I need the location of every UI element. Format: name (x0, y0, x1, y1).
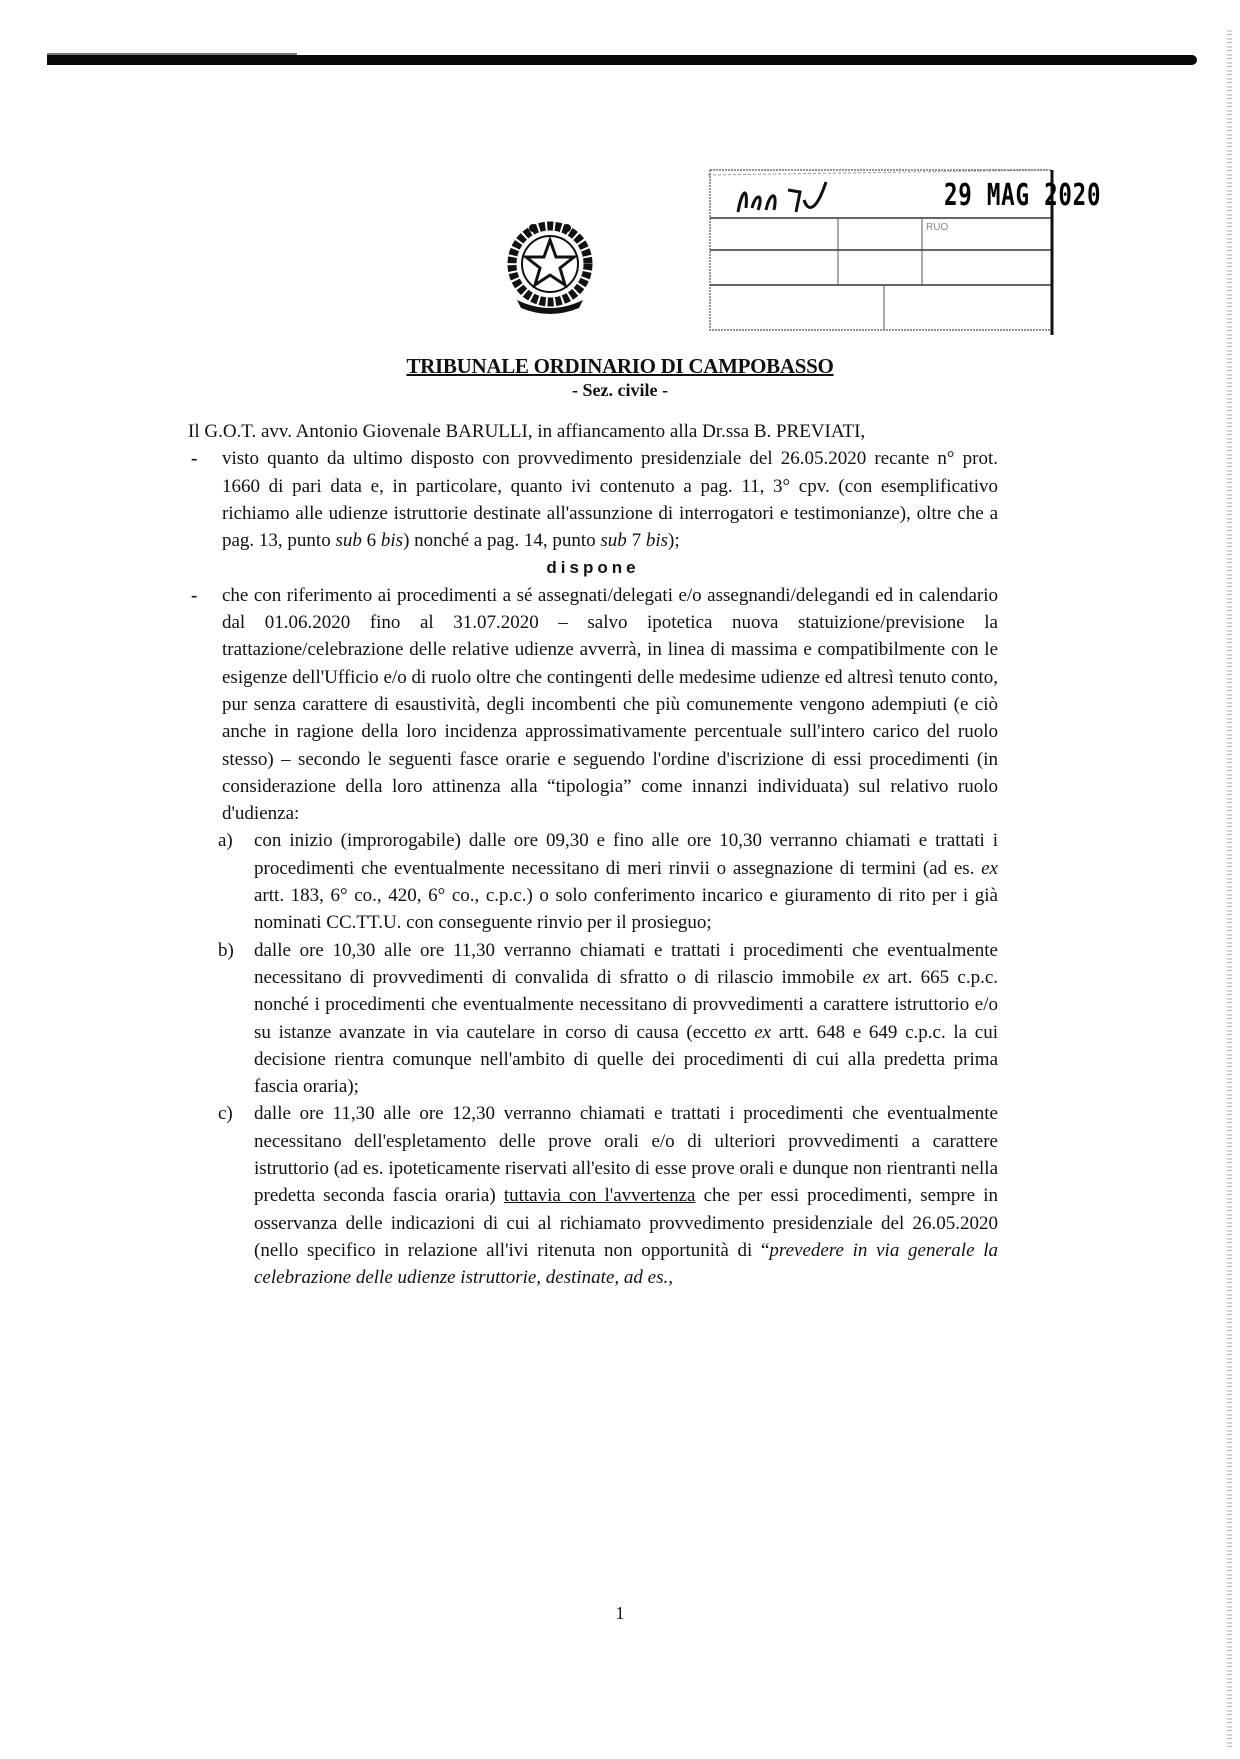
italic-bis: bis (645, 530, 668, 552)
main-bullet-text: che con riferimento ai procedimenti a sé assegnati/delegati e/o assegnandi/delegandi ed in calendario dal 01.06.2020 fino al 31.07.2020 – salvo ipotetica nuova statuizione/previsione la trattazione/celebrazione delle relative udienze avverrà, in linea di massima e compatibilmente con le esigenze dell'Ufficio e/o di ruolo oltre che contingenti delle medesime udienze ed altresì tenuto conto, pur senza carattere di esaustività, degli incombenti che più comunemente vengono adempiuti (e ciò anche in ragione della loro incidenza approssimativamente percentuale sull'intero carico del ruolo stesso) – secondo le seguenti fasce orarie e seguendo l'ordine d'iscrizione di essi procedimenti (in considerazione della loro attinenza alla “tipologia” come innanzi individuata) sul relativo ruolo d'udienza: (222, 584, 998, 825)
document-body (188, 418, 998, 1292)
premise-bullet (188, 445, 998, 554)
intro-paragraph: Il G.O.T. avv. Antonio Giovenale BARULLI, in affiancamento alla Dr.ssa B. PREVIATI, (188, 421, 866, 442)
item-text: artt. 183, 6° co., 420, 6° co., c.p.c.) o solo conferimento incarico e giuramento di rito per i già nominati CC.TT.U. con conseguente rinvio per il prosieguo; (254, 885, 998, 934)
main-bullet (188, 582, 998, 828)
item-label: a) (218, 830, 233, 852)
item-text: art. 665 c.p.c. nonché i procedimenti che eventualmente necessitano di provvedimenti a carattere istruttorio e/o su istanze avanzate in via cautelare in corso di causa (eccetto (254, 966, 998, 1043)
item-text: con inizio (improrogabile) dalle ore 09,30 e fino alle ore 10,30 verranno chiamati e trattati i procedimenti che eventualmente necessitano di meri rinvii o assegnazione di termini (ad es. (254, 830, 998, 879)
italic-ex: ex (862, 966, 880, 988)
item-text: dalle ore 10,30 alle ore 11,30 verranno chiamati e trattati i procedimenti che eventualmente necessitano di provvedimenti di convalida di sfratto o di rilascio immobile (254, 939, 998, 988)
stamp-field-ruo: RUO (926, 222, 949, 233)
underlined-text: tuttavia con l'avvertenza (503, 1185, 696, 1207)
dispone-heading: dispone (546, 558, 640, 578)
bullet-mark: - (191, 448, 198, 470)
italic-ex: ex (754, 1021, 772, 1043)
italic-sub: sub (600, 530, 627, 552)
list-item-c (188, 1100, 998, 1291)
premise-text: visto quanto da ultimo disposto con provvedimento presidenziale del 26.05.2020 recante n° prot. 1660 di pari data e, in particolare, quanto ivi contenuto a pag. 11, 3° cpv. (con esemplificativo richiamo alle udienze istruttorie destinate all'assunzione di interrogatori e testimonianze), oltre che a pag. 13, punto (222, 448, 998, 552)
list-item-b (188, 937, 998, 1101)
republic-emblem-icon (495, 212, 605, 322)
premise-text: ) nonché a pag. 14, punto (403, 530, 601, 552)
protocol-stamp (708, 120, 1058, 335)
item-text: che per essi procedimenti, sempre in osservanza delle indicazioni di cui al richiamato provvedimento presidenziale del 26.05.2020 (nello specifico in relazione all'ivi ritenuta non opportunità di “ (254, 1185, 999, 1261)
page-number: 1 (615, 1603, 625, 1623)
court-section: - Sez. civile - (572, 380, 668, 400)
premise-text: ); (668, 530, 680, 552)
list-item-a (188, 827, 998, 936)
stamp-date: 29 MAG 2020 (944, 178, 1102, 213)
italic-ex: ex (981, 857, 998, 879)
item-text: dalle ore 11,30 alle ore 12,30 verranno chiamati e trattati i procedimenti che eventualmente necessitano dell'espletamento delle prove orali e/o di ulteriori provvedimenti a carattere istruttorio (ad es. ipoteticamente riservati all'esito di esse prove orali e dunque non rientranti nella predetta seconda fascia oraria) (254, 1103, 998, 1207)
item-text: artt. 648 e 649 c.p.c. la cui decisione rientra comunque nell'ambito di quelle dei procedimenti di cui alla predetta prima fascia oraria); (254, 1021, 998, 1098)
premise-text: 6 (361, 530, 381, 552)
item-label: c) (218, 1103, 233, 1125)
italic-quote: prevedere in via generale la celebrazione delle udienze istruttorie, destinate, ad es., (254, 1239, 998, 1289)
item-label: b) (218, 939, 234, 961)
bullet-mark: - (191, 584, 198, 606)
header-rule (47, 55, 1197, 65)
italic-sub: sub (335, 530, 362, 552)
premise-text: 7 (626, 530, 646, 552)
scan-edge-artifact (1227, 30, 1232, 1750)
italic-bis: bis (380, 530, 404, 552)
court-title: TRIBUNALE ORDINARIO DI CAMPOBASSO (406, 354, 834, 378)
